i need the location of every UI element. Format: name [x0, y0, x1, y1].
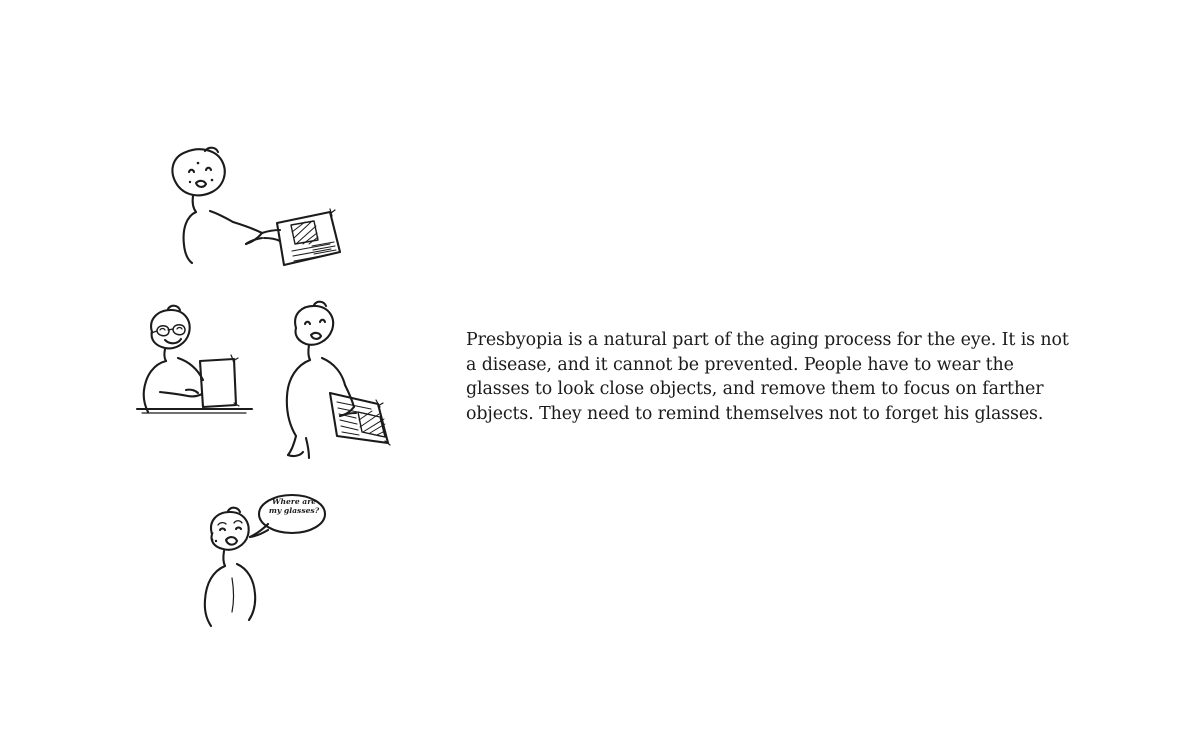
panel-top-document: [277, 209, 340, 265]
speech-bubble-text: [263, 498, 325, 515]
panel-middle-right-document: [330, 393, 390, 445]
panel-top-document-hatching: [292, 222, 318, 244]
panel-middle-left-figure: [144, 306, 203, 412]
panel-middle-left-table: [137, 409, 252, 413]
speech-bubble-line-1: Where are: [271, 497, 317, 506]
panel-middle-right-document-hatching: [359, 411, 385, 435]
panel-top-document-lines: [292, 242, 336, 261]
panel-bottom-figure: [205, 508, 255, 626]
panel-middle-left-paper: [200, 355, 239, 407]
illustration-title: [0, 0, 1, 1]
caption-paragraph: Presbyopia is a natural part of the aging process for the eye. It is not a disease, and it cannot be prevented. People have to wear the glasses to look close objects, and remove them to focus on farther objects. They need to remind themselves not to forget his glasses.: [466, 330, 1069, 424]
caption-block: [466, 328, 1082, 426]
panel-middle-right-figure: [287, 302, 356, 458]
speech-bubble-line-2: my glasses?: [268, 505, 320, 515]
panel-middle-right-document-lines: [337, 402, 372, 435]
panel-top-figure: [172, 148, 280, 263]
